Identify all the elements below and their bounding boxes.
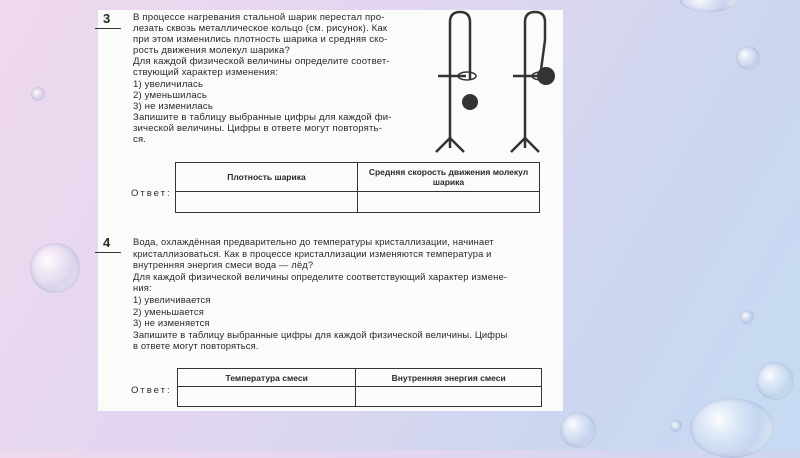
decorative-bubble (736, 46, 760, 70)
text-line: внутренняя энергия смеси вода — лёд? (133, 259, 314, 271)
text-line: ния: (133, 282, 152, 294)
decorative-bubble (740, 310, 754, 324)
answer-table-3 (175, 162, 540, 213)
task-number: 4 (103, 235, 111, 250)
answer-label: Ответ: (131, 188, 172, 199)
text-line: 1) увеличилась (133, 78, 204, 90)
decorative-bubble (680, 0, 738, 12)
column-header: Внутренняя энергия смеси (356, 369, 542, 387)
answer-label: Ответ: (131, 385, 172, 396)
scanned-document (98, 10, 563, 411)
answer-cell[interactable] (178, 387, 356, 407)
text-line: зической величины. Цифры в ответе могут повторять- (133, 122, 383, 134)
text-line: Запишите в таблицу выбранные цифры для каждой фи- (133, 111, 392, 123)
text-line: при этом изменились плотность шарика и средняя ско- (133, 34, 388, 46)
column-header: Температура смеси (178, 369, 356, 387)
answer-table-4 (177, 368, 542, 407)
text-line: ся. (133, 134, 147, 146)
decorative-bubble (31, 87, 45, 101)
text-line: ствующий характер изменения: (133, 67, 279, 79)
decorative-bubble (670, 420, 682, 432)
text-line: 3) не изменяется (133, 317, 210, 329)
answer-cell[interactable] (356, 387, 542, 407)
text-line: Вода, охлаждённая предварительно до температуры кристаллизации, начинает (133, 236, 494, 247)
decorative-bubble (560, 412, 596, 448)
text-line: 1) увеличивается (133, 293, 211, 305)
task4-text (133, 236, 507, 352)
text-line: лезать сквозь металлическое кольцо (см. рисунок). Как (133, 23, 388, 35)
text-line: рость движения молекул шарика? (133, 45, 290, 57)
text-line: Для каждой физической величины определите соответ- (133, 56, 390, 68)
decorative-bubble (30, 243, 80, 293)
decorative-bubble (690, 398, 774, 458)
answer-cell[interactable] (358, 192, 540, 213)
ring-and-ball-illustration (428, 10, 563, 155)
answer-cell[interactable] (176, 192, 358, 213)
text-line: Запишите в таблицу выбранные цифры для каждой физической величины. Цифры (133, 328, 508, 340)
task-number: 3 (103, 11, 111, 26)
column-header: Плотность шарика (176, 163, 358, 192)
text-line: в ответе могут повторяться. (133, 340, 259, 352)
text-line: кристаллизоваться. Как в процессе кристаллизации изменяются температура и (133, 247, 492, 259)
text-line: 2) уменьшается (133, 305, 204, 317)
text-line: Для каждой физической величины определите соответствующий характер измене- (133, 270, 508, 282)
task3-text (133, 12, 392, 145)
text-line: 2) уменьшилась (133, 89, 207, 101)
decorative-bubble (756, 362, 794, 400)
text-line: 3) не изменилась (133, 100, 213, 112)
text-line: В процессе нагревания стальной шарик перестал про- (133, 12, 385, 23)
column-header: Средняя скорость движения молекул шарика (358, 163, 540, 192)
